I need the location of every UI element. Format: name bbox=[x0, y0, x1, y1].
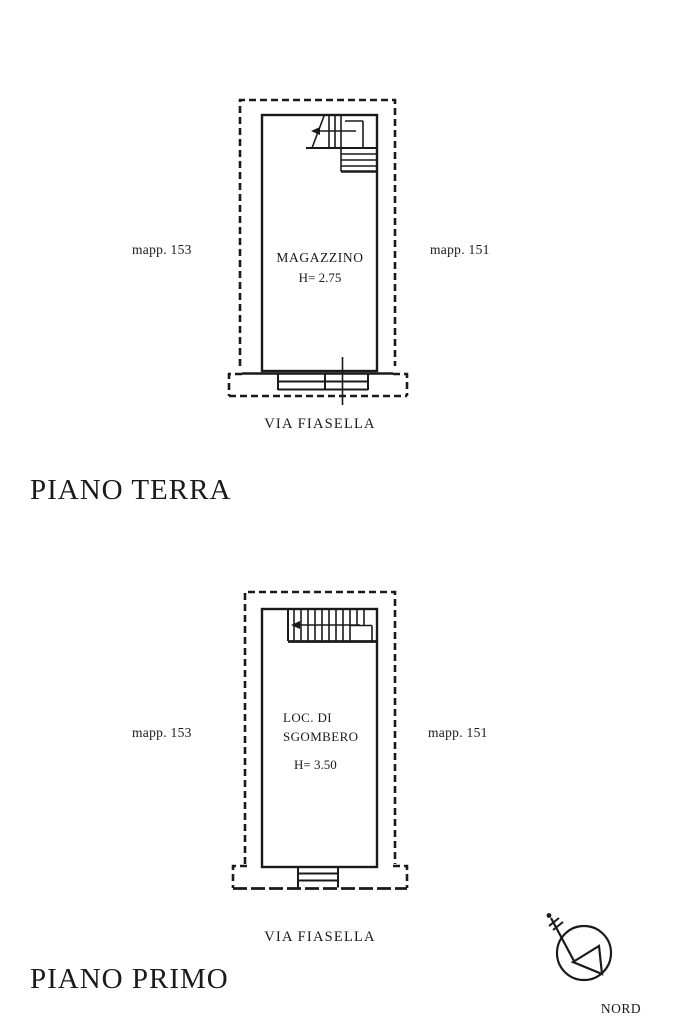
compass-needle-head bbox=[573, 946, 602, 974]
street-label-ground: VIA FIASELLA bbox=[264, 416, 376, 432]
compass-needle-shaft bbox=[551, 918, 574, 961]
ground-floor-staircase bbox=[306, 116, 377, 172]
first-floor-staircase bbox=[288, 609, 377, 642]
stair-direction-arrow-icon bbox=[311, 127, 320, 135]
ceiling-height-label: H= 3.50 bbox=[294, 757, 337, 772]
compass-label: NORD bbox=[600, 1001, 642, 1016]
parcel-label-right-first: mapp. 151 bbox=[428, 725, 488, 740]
room-name-label: MAGAZZINO bbox=[276, 250, 364, 265]
room-name-label-line2: SGOMBERO bbox=[283, 729, 359, 744]
parcel-label-left-ground: mapp. 153 bbox=[132, 242, 192, 257]
piano-primo-plan-drawing bbox=[225, 585, 415, 900]
room-name-label-line1: LOC. DI bbox=[283, 710, 333, 725]
piano-terra-plan-drawing bbox=[225, 95, 415, 410]
street-label-first: VIA FIASELLA bbox=[264, 929, 376, 945]
floor-title-ground: PIANO TERRA bbox=[30, 474, 232, 506]
ground-floor-entrance-steps bbox=[278, 357, 368, 405]
first-floor-entrance-steps bbox=[298, 867, 338, 888]
parcel-label-right-ground: mapp. 151 bbox=[430, 242, 490, 257]
parcel-label-left-first: mapp. 153 bbox=[132, 725, 192, 740]
compass-north-tip bbox=[547, 913, 552, 918]
floor-title-first: PIANO PRIMO bbox=[30, 963, 229, 995]
stair-direction-arrow-icon bbox=[291, 621, 300, 629]
north-compass-icon bbox=[535, 895, 655, 1020]
ground-floor-outer-boundary-dashed bbox=[229, 100, 407, 396]
ceiling-height-label: H= 2.75 bbox=[298, 270, 342, 285]
compass-circle bbox=[557, 926, 611, 980]
